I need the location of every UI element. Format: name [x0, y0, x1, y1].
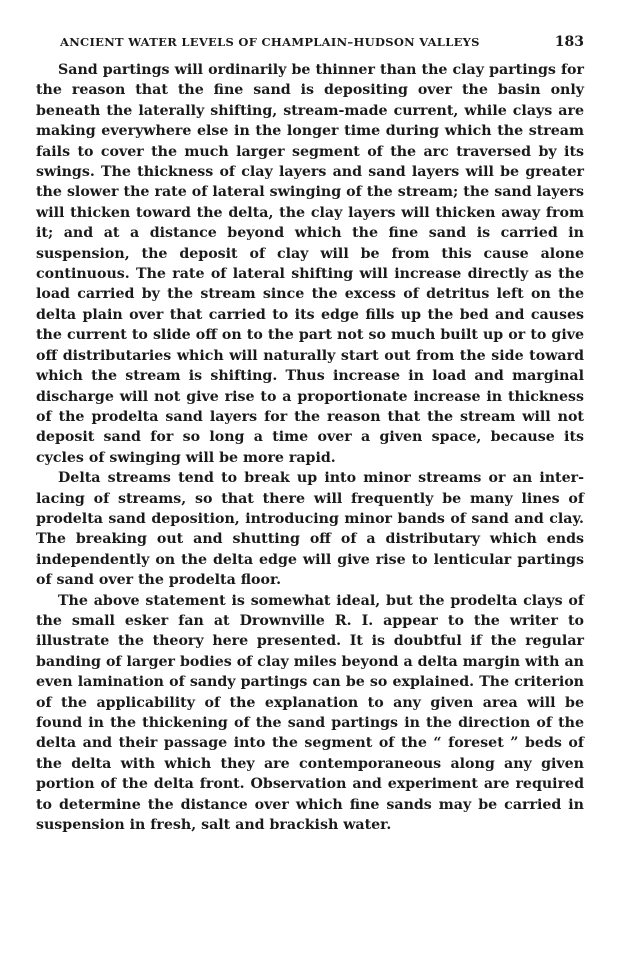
running-head — [60, 34, 584, 50]
paragraph-sand-partings: Sand partings will ordinarily be thinner than the clay partings for the reason that the fine sand is depositing over the basin only beneath the laterally shifting, stream-made current, while clays are making everywhere else in the longer time during which the stream fails to cover the much larger segment of the arc traversed by its swings. The thickness of clay layers and sand layers will be greater the slower the rate of lateral swinging of the stream; the sand layers will thicken toward the delta, the clay layers will thicken away from it; and at a distance beyond which the fine sand is carried in suspension, the deposit of clay will be from this cause alone continuous. The rate of lateral shifting will increase directly as the load carried by the stream since the excess of detritus left on the delta plain over that carried to its edge fills up the bed and causes the current to slide off on to the part not so much built up or to give off distributaries which will naturally start out from the side toward which the stream is shifting. Thus increase in load and marginal discharge will not give rise to a proportionate increase in thickness of the prodelta sand layers for the reason that the stream will not deposit sand for so long a time over a given space, because its cycles of swinging will be more rapid. — [36, 62, 584, 466]
paragraph-delta-streams: Delta streams tend to break up into minor streams or an interlacing of streams, so that there will frequently be many lines of prodelta sand deposition, introducing minor bands of sand and clay. The breaking out and shutting off of a distributary which ends independently on the delta edge will give rise to lenticular partings of sand over the prodelta floor. — [36, 470, 584, 589]
running-title: ANCIENT WATER LEVELS OF CHAMPLAIN–HUDSON VALLEYS — [60, 35, 480, 49]
page-number: 183 — [554, 34, 584, 50]
paragraph-drownville-example: The above statement is somewhat ideal, but the prodelta clays of the small esker fan at Drownville R. I. appear to the writer to illustrate the theory here presented. It is doubtful if the regular banding of larger bodies of clay miles beyond a delta margin with an even lamination of sandy partings can be so explained. The criterion of the applicability of the explanation to any given area will be found in the thickening of the sand partings in the direction of the delta and their passage into the segment of the “ foreset ” beds of the delta with which they are contemporaneous along any given portion of the delta front. Observation and experiment are required to determine the distance over which fine sands may be carried in suspension in fresh, salt and brackish water. — [36, 592, 584, 834]
book-page — [36, 34, 584, 835]
